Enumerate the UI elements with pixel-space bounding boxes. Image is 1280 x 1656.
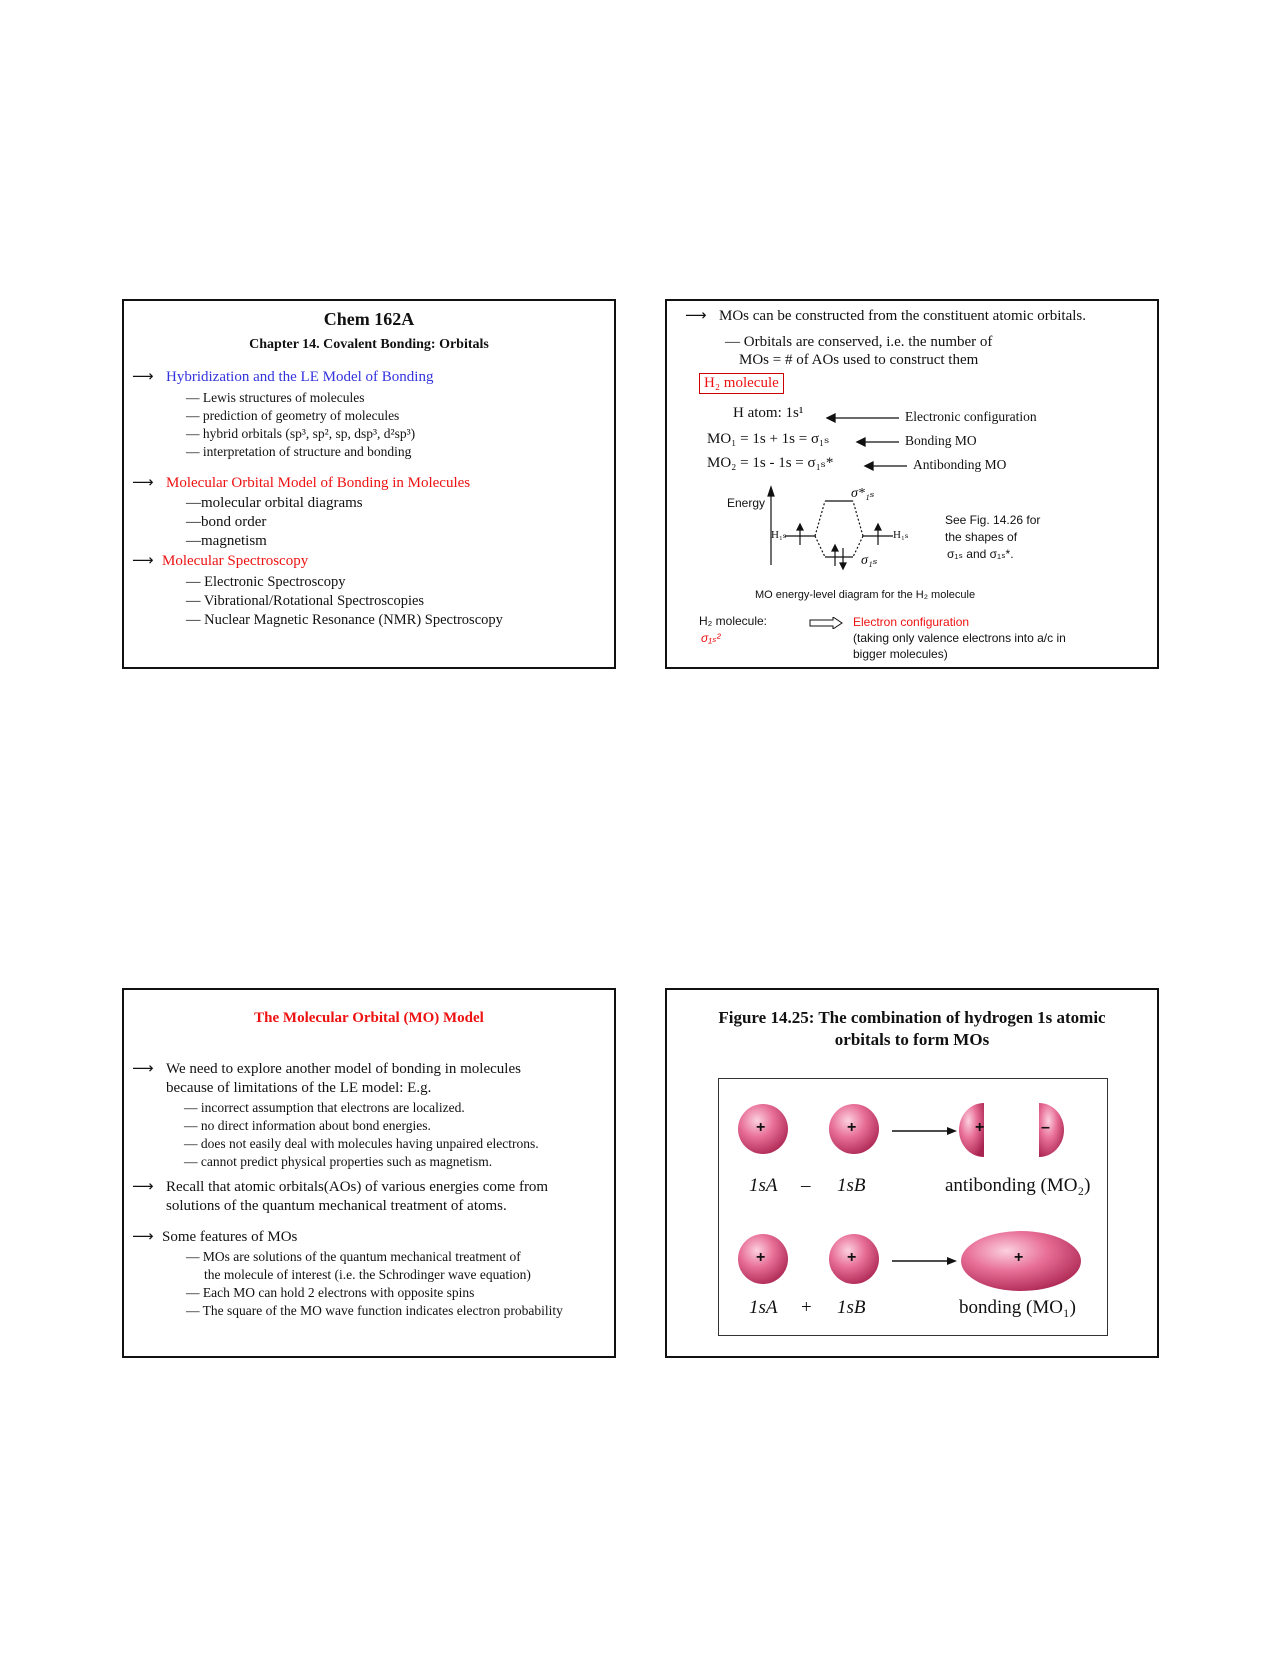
h2-molecule-label: H₂ molecule: — [699, 614, 768, 628]
section-hybridization: Hybridization and the LE Model of Bonding — [166, 369, 434, 385]
list-item: — interpretation of structure and bonding — [186, 444, 412, 459]
bonding-label: bonding (MO₁) — [959, 1297, 1076, 1318]
h1s-right-label: H₁ₛ — [893, 529, 909, 541]
slide-3 — [122, 988, 616, 1358]
label-1sB: 1sB — [837, 1297, 866, 1318]
list-item: — cannot predict physical properties such as magnetism. — [184, 1154, 493, 1169]
plus-sign: + — [756, 1249, 766, 1266]
electron-config-note-1: (taking only valence electrons into a/c in — [853, 631, 1066, 645]
list-item: — Electronic Spectroscopy — [186, 574, 346, 590]
mo1-equation: MO₁ = 1s + 1s = σ₁ₛ — [707, 431, 830, 447]
label-1sA: 1sA — [749, 1175, 778, 1196]
mo-count: MOs = # of AOs used to construct them — [739, 352, 979, 368]
paragraph-line: because of limitations of the LE model: E.g. — [166, 1080, 432, 1096]
label-1sA: 1sA — [749, 1297, 778, 1318]
list-item: — Nuclear Magnetic Resonance (NMR) Spectroscopy — [186, 612, 503, 628]
plus-sign: + — [756, 1119, 766, 1136]
arrow-icon: ⟶ — [132, 367, 154, 385]
antibonding-label: antibonding (MO₂) — [945, 1175, 1091, 1196]
slide-4 — [665, 988, 1159, 1358]
list-item: —magnetism — [186, 533, 267, 549]
plus-sign: + — [975, 1119, 985, 1136]
h2-molecule-box: H₂ molecule — [699, 373, 784, 394]
operator-minus: – — [801, 1175, 811, 1196]
arrow-icon: ⟶ — [132, 473, 154, 491]
energy-axis-label: Energy — [727, 496, 766, 510]
list-item: — prediction of geometry of molecules — [186, 408, 400, 423]
double-arrow-icon — [809, 617, 843, 629]
list-item: — MOs are solutions of the quantum mechanical treatment of — [186, 1249, 521, 1264]
arrow-icon: ⟶ — [132, 1059, 154, 1077]
slide-1 — [122, 299, 616, 669]
list-item: — Each MO can hold 2 electrons with opposite spins — [186, 1285, 475, 1300]
list-item: — no direct information about bond energies. — [184, 1118, 431, 1133]
h1s-left-label: H₁ₛ — [771, 529, 787, 541]
electron-config-label: Electron configuration — [853, 615, 970, 629]
list-item: — Lewis structures of molecules — [186, 390, 365, 405]
figure-frame — [718, 1078, 1108, 1336]
arrow-icon: ⟶ — [132, 1177, 154, 1195]
paragraph-line: We need to explore another model of bonding in molecules — [166, 1061, 521, 1077]
plus-sign: + — [847, 1119, 857, 1136]
sigma-star-label: σ*₁ₛ — [851, 486, 875, 501]
mo-conserved: — Orbitals are conserved, i.e. the number of — [725, 334, 993, 350]
diagram-caption: MO energy-level diagram for the H₂ molecule — [755, 589, 976, 601]
note-electronic-config: Electronic configuration — [905, 409, 1037, 424]
mo-intro: MOs can be constructed from the constituent atomic orbitals. — [719, 308, 1086, 324]
list-item: the molecule of interest (i.e. the Schrodinger wave equation) — [204, 1267, 531, 1282]
paragraph-line: Recall that atomic orbitals(AOs) of various energies come from — [166, 1179, 549, 1195]
electron-config-note-2: bigger molecules) — [853, 647, 948, 661]
paragraph-line: Some features of MOs — [162, 1229, 298, 1245]
plus-sign: + — [847, 1249, 857, 1266]
list-item: — The square of the MO wave function indicates electron probability — [186, 1303, 563, 1318]
section-mo-model: Molecular Orbital Model of Bonding in Molecules — [166, 475, 471, 491]
slide-2 — [665, 299, 1159, 669]
minus-sign: – — [1041, 1119, 1050, 1136]
see-fig-note-1: See Fig. 14.26 for — [945, 513, 1041, 527]
figure-title-line-1: Figure 14.25: The combination of hydrogen 1s atomic — [718, 1008, 1106, 1027]
h-atom-config: H atom: 1s¹ — [733, 405, 804, 421]
paragraph-line: solutions of the quantum mechanical treatment of atoms. — [166, 1198, 507, 1214]
sigma-label: σ₁ₛ — [861, 553, 878, 568]
plus-sign: + — [1014, 1249, 1024, 1266]
arrow-icon: ⟶ — [685, 306, 707, 324]
h2-sigma-config: σ₁ₛ² — [701, 631, 721, 645]
list-item: — incorrect assumption that electrons are localized. — [184, 1100, 465, 1115]
figure-title-line-2: orbitals to form MOs — [834, 1030, 990, 1049]
see-fig-note-2: the shapes of — [945, 530, 1018, 544]
slide-title: The Molecular Orbital (MO) Model — [254, 1010, 484, 1026]
slide-title: Chem 162A — [323, 309, 415, 329]
list-item: —molecular orbital diagrams — [186, 495, 363, 511]
mo2-equation: MO₂ = 1s - 1s = σ₁ₛ* — [707, 455, 834, 471]
operator-plus: + — [801, 1297, 812, 1318]
label-1sB: 1sB — [837, 1175, 866, 1196]
list-item: — hybrid orbitals (sp³, sp², sp, dsp³, d²sp³) — [186, 426, 416, 441]
section-spectroscopy: Molecular Spectroscopy — [162, 553, 309, 569]
see-fig-note-3: σ₁ₛ and σ₁ₛ*. — [947, 547, 1014, 561]
note-antibonding: Antibonding MO — [913, 457, 1007, 472]
arrow-icon: ⟶ — [132, 551, 154, 569]
slide-subtitle: Chapter 14. Covalent Bonding: Orbitals — [249, 337, 489, 352]
note-bonding: Bonding MO — [905, 433, 977, 448]
list-item: — Vibrational/Rotational Spectroscopies — [186, 593, 425, 609]
arrow-icon: ⟶ — [132, 1227, 154, 1245]
list-item: —bond order — [186, 514, 267, 530]
list-item: — does not easily deal with molecules having unpaired electrons. — [184, 1136, 539, 1151]
